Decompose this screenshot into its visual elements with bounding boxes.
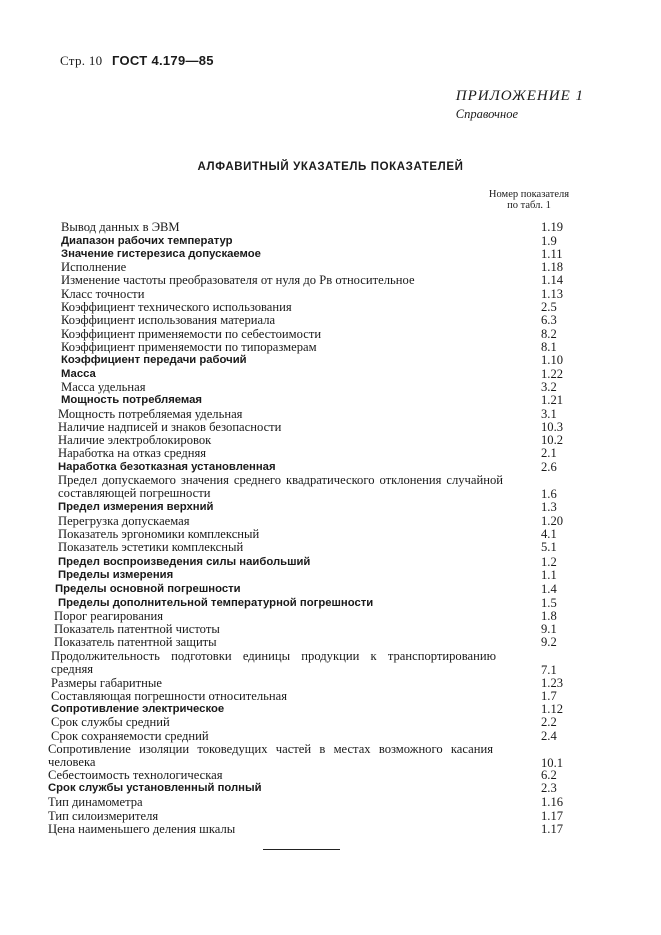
appendix-subtitle: Справочное (455, 107, 519, 121)
index-entry: Порог реагирования (54, 609, 164, 623)
index-entry: Наличие электроблокировок (58, 433, 212, 447)
index-entry: Предел допускаемого значения среднего квадратического отклонения случайной составляющей погрешности (58, 473, 503, 501)
index-entry-number: 9.1 (541, 622, 557, 636)
index-entry: Пределы измерения (58, 569, 174, 581)
index-entry-number: 1.4 (541, 582, 557, 596)
index-entry-number: 1.18 (541, 260, 564, 274)
index-entry: Класс точности (61, 287, 145, 301)
index-entry: Наличие надписей и знаков безопасности (58, 420, 282, 434)
index-entry: Показатель эргономики комплексный (58, 527, 260, 541)
index-entry-number: 1.11 (541, 247, 563, 261)
index-entry-number: 10.1 (541, 756, 564, 770)
index-entry-number: 1.17 (541, 809, 564, 823)
page-title: АЛФАВИТНЫЙ УКАЗАТЕЛЬ ПОКАЗАТЕЛЕЙ (197, 161, 464, 173)
index-entry-number: 2.4 (541, 729, 557, 743)
index-entry: Срок службы установленный полный (48, 782, 262, 794)
index-entry-number: 2.3 (541, 781, 557, 795)
index-entry-number: 1.3 (541, 500, 557, 514)
index-entry-number: 6.3 (541, 313, 557, 327)
index-entry-number: 2.1 (541, 446, 557, 460)
index-entry: Мощность потребляемая (61, 394, 203, 406)
index-entry-number: 1.8 (541, 609, 557, 623)
index-entry: Цена наименьшего деления шкалы (48, 822, 236, 836)
index-entry-number: 10.2 (541, 433, 564, 447)
index-entry-number: 1.10 (541, 353, 564, 367)
index-entry-number: 1.2 (541, 555, 557, 569)
index-entry-number: 7.1 (541, 663, 557, 677)
index-entry: Исполнение (61, 260, 127, 274)
appendix-title: ПРИЛОЖЕНИЕ 1 (455, 88, 584, 104)
index-entry-number: 1.13 (541, 287, 564, 301)
index-entry-number: 1.16 (541, 795, 564, 809)
end-divider (263, 849, 340, 850)
index-entry-number: 3.2 (541, 380, 557, 394)
index-entry: Коэффициент использования материала (61, 313, 276, 327)
column-header (470, 189, 588, 211)
index-entry-number: 1.22 (541, 367, 564, 381)
index-entry: Масса (61, 368, 96, 380)
index-entry-number: 2.6 (541, 460, 557, 474)
index-entry: Мощность потребляемая удельная (58, 407, 243, 421)
index-entry-number: 9.2 (541, 635, 557, 649)
index-entry: Размеры габаритные (51, 676, 162, 690)
index-entry: Тип динамометра (48, 795, 143, 809)
index-entry: Показатель патентной защиты (54, 635, 217, 649)
index-entry-number: 4.1 (541, 527, 557, 541)
column-header-line2: по табл. 1 (507, 200, 551, 211)
index-entry-number: 8.1 (541, 340, 557, 354)
index-entry: Продолжительность подготовки единицы продукции к транспортированию средняя (51, 649, 496, 677)
index-entry-number: 1.20 (541, 514, 564, 528)
index-entry: Коэффициент передачи рабочий (61, 354, 247, 366)
index-entry-number: 1.7 (541, 689, 557, 703)
index-entry: Тип силоизмерителя (48, 809, 159, 823)
index-entry-number: 1.14 (541, 273, 564, 287)
index-entry: Перегрузка допускаемая (58, 514, 190, 528)
appendix-label (456, 88, 584, 122)
index-entry: Значение гистерезиса допускаемое (61, 248, 261, 260)
standard-number: ГОСТ 4.179—85 (112, 53, 214, 68)
index-entry-number: 1.19 (541, 220, 564, 234)
index-entry: Коэффициент применяемости по типоразмерам (61, 340, 317, 354)
index-entry-number: 1.9 (541, 234, 557, 248)
page-header (60, 53, 214, 69)
index-entry: Пределы дополнительной температурной погрешности (58, 597, 374, 609)
index-entry: Наработка на отказ средняя (58, 446, 207, 460)
index-entry: Составляющая погрешности относительная (51, 689, 288, 703)
index-entry: Сопротивление изоляции токоведущих частей в местах возможного касания человека (48, 742, 493, 770)
index-entry: Сопротивление электрическое (51, 703, 225, 715)
index-entry: Масса удельная (61, 380, 146, 394)
index-entry-number: 1.17 (541, 822, 564, 836)
index-entry: Срок службы средний (51, 715, 170, 729)
index-entry: Показатель патентной чистоты (54, 622, 220, 636)
index-entry-number: 1.1 (541, 568, 557, 582)
index-entry-number: 8.2 (541, 327, 557, 341)
index-entry: Предел воспроизведения силы наибольший (58, 556, 311, 568)
index-entry-number: 3.1 (541, 407, 557, 421)
index-entry-number: 1.6 (541, 487, 557, 501)
index-entry: Пределы основной погрешности (55, 583, 241, 595)
index-entry: Наработка безотказная установленная (58, 461, 276, 473)
column-header-line1: Номер показателя (488, 189, 570, 200)
index-entry-number: 1.21 (541, 393, 564, 407)
index-entry: Изменение частоты преобразователя от нуля до Pв относительное (61, 273, 415, 287)
index-entry-number: 2.5 (541, 300, 557, 314)
index-entry: Себестоимость технологическая (48, 768, 223, 782)
index-entry: Срок сохраняемости средний (51, 729, 209, 743)
index-entry: Вывод данных в ЭВМ (61, 220, 180, 234)
index-entry-number: 10.3 (541, 420, 564, 434)
index-entry: Диапазон рабочих температур (61, 235, 233, 247)
index-entry: Показатель эстетики комплексный (58, 540, 244, 554)
index-entry-number: 1.12 (541, 702, 564, 716)
index-entry: Коэффициент применяемости по себестоимости (61, 327, 322, 341)
index-entry: Коэффициент технического использования (61, 300, 292, 314)
index-entry-number: 2.2 (541, 715, 557, 729)
index-entry-number: 1.23 (541, 676, 564, 690)
index-entry: Предел измерения верхний (58, 501, 214, 513)
page-number: Стр. 10 (60, 53, 103, 68)
index-entry-number: 6.2 (541, 768, 557, 782)
index-entry-number: 1.5 (541, 596, 557, 610)
index-entry-number: 5.1 (541, 540, 557, 554)
